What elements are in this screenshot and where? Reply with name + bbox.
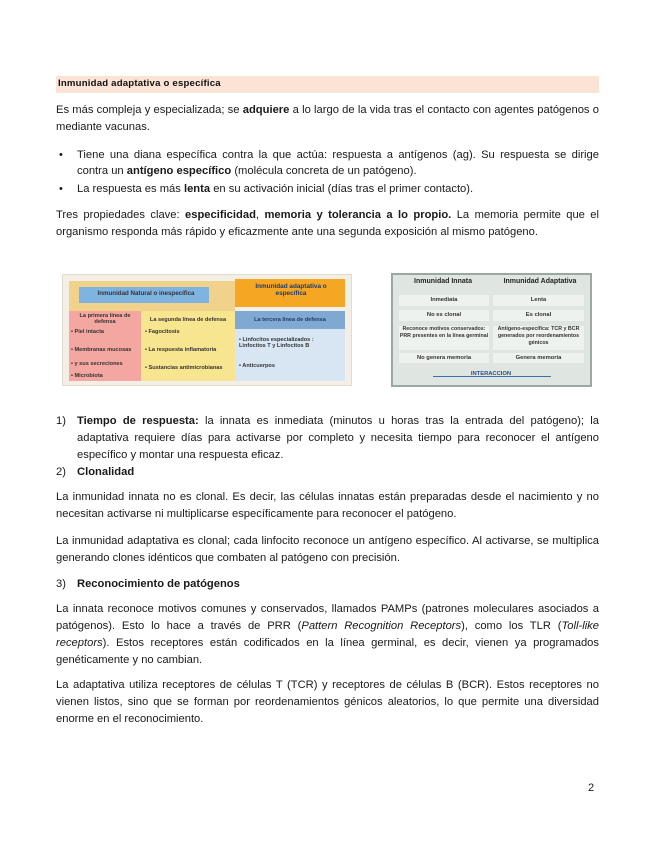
innate-row: No es clonal [399, 310, 489, 321]
bullet-dot: • [59, 183, 63, 195]
document-page: Inmunidad adaptativa o específica Es más compleja y especializada; se adquiere a lo largo de la vida tras el contacto con agentes patógenos o mediante vacunas. • Tiene una diana específica contra la que actúa: respuesta a antígenos (ag). Su respuesta se dirige contra un antígeno específico (molécula concreta de un patógeno). • La respuesta es más lenta en su activación inicial (días tras el primer contacto). Tres propiedades clave: especificidad, memoria y tolerancia a lo propio. La memoria permite que el organismo responda más rápido y eficazmente ante una segunda exposición al mismo patógeno. Inmunidad Natural o inespecífica Inmunidad adaptativa o específica La primera línea de defensa La segunda línea de defensa La tercera línea de defensa • Piel intacta • Membranas mucosas • y sus secreciones • Microbiota • Fagocitosis • La respuesta inflamatoria • Sustancias antimicrobianas • Linfocitos especializados : Linfocitos T y Linfocitos B • Anticuerpos Inmunidad Innata Inmunidad Adaptativa Inmediata Lenta No es clonal Es clonal Reconoce motivos conservados: PRR presentes en la línea germinal Antígeno-específica: TCR y BCR generados por reordenamientos génicos No genera memoria Genera memoria INTERACCION 1) Tiempo de respuesta: la innata es inmediata (minutos u horas tras la entrada del patógeno); la adaptativa requiere días para activarse por completo y necesita tiempo para reconocer el antígeno específico y montar una respuesta eficaz. 2) Clonalidad La inmunidad innata no es clonal. Es decir, las células innatas están preparadas desde el nacimiento y no necesitan activarse ni multiplicarse específicamente para reconocer el patógeno. La inmunidad adaptativa es clonal; cada linfocito reconoce un antígeno específico. Al activarse, se multiplica generando clones idénticos que combaten al patógeno con precisión. 3) Reconocimiento de patógenos La innata reconoce motivos comunes y conservados, llamados PAMPs (patrones moleculares asociados a patógenos). Esto lo hace a través de PRR (Pattern Recognition Receptors), como los TLR (Toll-like receptors). Estos receptores están codificados en la línea germinal, es decir, vienen ya programados genéticamente y no cambian. La adaptativa utiliza receptores de células T (TCR) y receptores de células B (BCR). Estos receptores no vienen listos, sino que se forman por reordenamientos génicos aleatorios, lo que permite una diversidad enorme en el reconocimiento. 2 [56, 78, 600, 794]
adaptive-row: Es clonal [493, 310, 584, 321]
adaptive-immunity-header: Inmunidad adaptativa o específica [255, 283, 327, 297]
first-line-item: • Microbiota [71, 373, 103, 379]
defense-lines-figure [62, 274, 352, 386]
interaction-label: INTERACCION [470, 371, 512, 377]
first-line-item: • Piel intacta [71, 329, 105, 335]
innate-row: No genera memoria [399, 353, 489, 363]
adaptive-row: Antígeno-específica: TCR y BCR generados por reordenamientos génicos [493, 326, 584, 350]
second-line-item: • Fagocitosis [145, 329, 180, 335]
properties-paragraph: Tres propiedades clave: especificidad, memoria y tolerancia a lo propio. La memoria permite que el organismo responda más rápido y eficazmente ante una segunda exposición al mismo patógeno. [56, 209, 600, 238]
adaptive-header: Inmunidad Adaptativa [503, 278, 577, 285]
third-line-title: La tercera línea de defensa [254, 317, 326, 323]
recognition-paragraph-1: La innata reconoce motivos comunes y conservados, llamados PAMPs (patrones moleculares asociados a patógenos). Esto lo hace a través de PRR (Pattern Recognition Receptors), como los TLR (Toll-like receptors). Estos receptores están codificados en la línea germinal, es decir, vienen ya programados genéticamente y no cambian. [56, 603, 599, 666]
second-line-item: • La respuesta inflamatoria [145, 347, 217, 353]
clonality-paragraph-2: La inmunidad adaptativa es clonal; cada linfocito reconoce un antígeno específico. Al activarse, se multiplica generando clones idénticos que combaten al patógeno con precisión. [56, 535, 599, 564]
adaptive-row: Genera memoria [493, 353, 584, 363]
intro-paragraph: Es más compleja y especializada; se adquiere a lo largo de la vida tras el contacto con agentes patógenos o mediante vacunas. [56, 104, 599, 133]
innate-header: Inmunidad Innata [414, 278, 472, 285]
section-heading-text: Inmunidad adaptativa o específica [58, 78, 221, 89]
bullet-dot: • [59, 149, 63, 161]
third-line-item: • Anticuerpos [239, 363, 275, 369]
natural-immunity-header: Inmunidad Natural o inespecífica [97, 290, 195, 297]
second-line-item: • Sustancias antimicrobianas [145, 365, 223, 371]
clonality-paragraph-1: La inmunidad innata no es clonal. Es decir, las células innatas están preparadas desde el nacimiento y no necesitan activarse ni multiplicarse específicamente para reconocer el patógeno. [56, 491, 599, 520]
section-heading [56, 76, 599, 93]
first-line-item: • y sus secreciones [71, 361, 123, 367]
recognition-paragraph-2: La adaptativa utiliza receptores de células T (TCR) y receptores de células B (BCR). Estos receptores no vienen listos, sino que se forman por reordenamientos génicos aleatorios, lo que permite una diversidad enorme en el reconocimiento. [56, 679, 599, 725]
adaptive-row: Lenta [493, 295, 584, 306]
first-line-title: La primera línea de defensa [79, 313, 131, 325]
page-number: 2 [588, 782, 595, 794]
first-line-item: • Membranas mucosas [71, 347, 132, 353]
second-line-title: La segunda línea de defensa [149, 317, 227, 323]
innate-adaptive-comparison-figure [391, 273, 592, 387]
numbered-item-response-time: 1) Tiempo de respuesta: la innata es inmediata (minutos u horas tras la entrada del patógeno); la adaptativa requiere días para activarse por completo y necesita tiempo para reconocer el antígeno específico y montar una respuesta eficaz. [56, 415, 599, 461]
innate-row: Inmediata [399, 295, 489, 306]
third-line-item: • Linfocitos especializados : Linfocitos T y Linfocitos B [239, 337, 314, 349]
innate-row: Reconoce motivos conservados: PRR presentes en la línea germinal [399, 326, 489, 350]
